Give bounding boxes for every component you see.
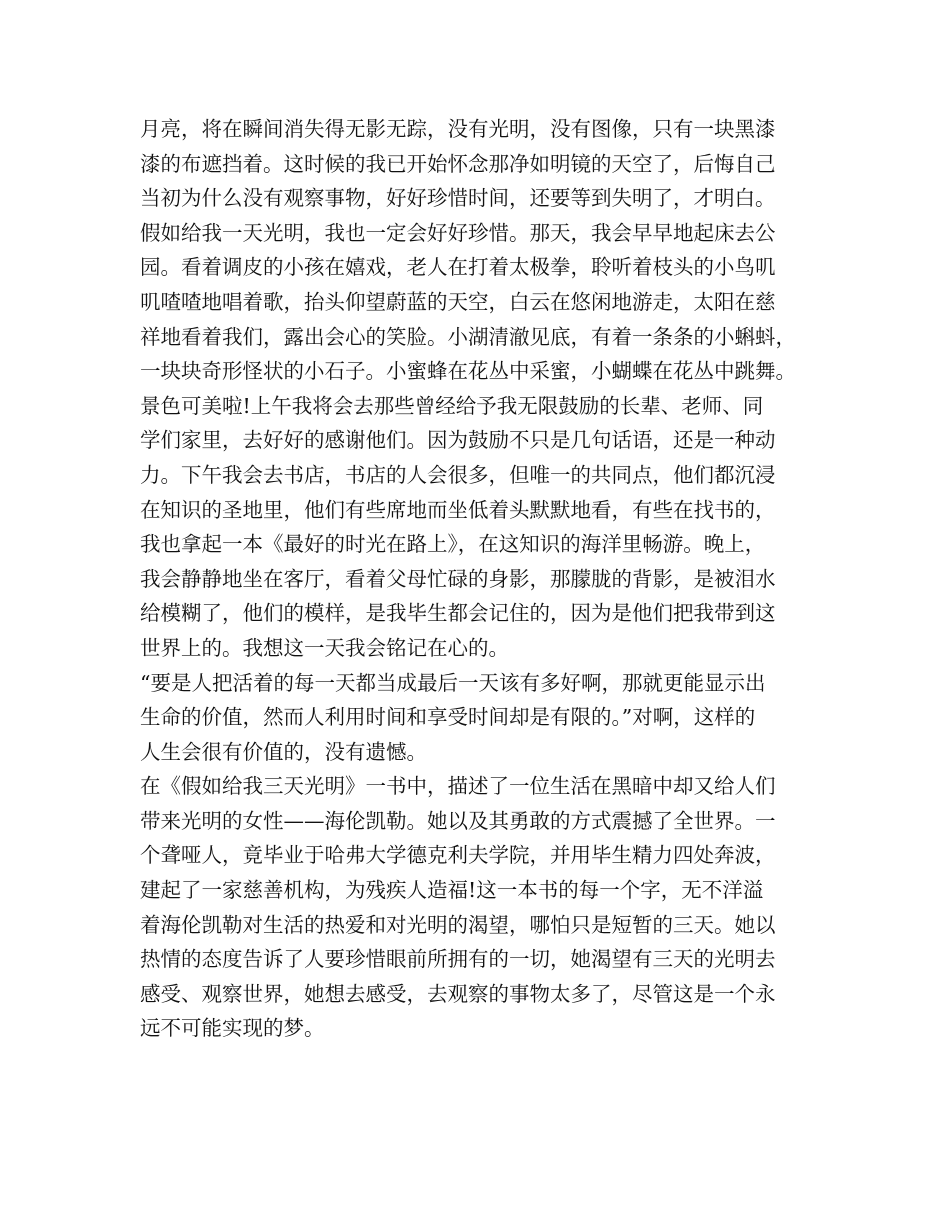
text-line: 我也拿起一本《最好的时光在路上》，在这知识的海洋里畅游。晚上， xyxy=(140,532,766,557)
text-line: 祥地看着我们，露出会心的笑脸。小湖清澈见底，有着一条条的小蝌蚪， xyxy=(140,324,796,349)
text-line: 力。下午我会去书店，书店的人会很多，但唯一的共同点，他们都沉浸 xyxy=(140,462,776,487)
text-line: 在知识的圣地里，他们有些席地而坐低着头默默地看，有些在找书的， xyxy=(140,497,776,522)
text-line: 热情的态度告诉了人要珍惜眼前所拥有的一切，她渴望有三天的光明去 xyxy=(140,947,776,972)
text-line: 漆的布遮挡着。这时候的我已开始怀念那净如明镜的天空了，后悔自己 xyxy=(140,151,776,176)
text-line: 在《假如给我三天光明》一书中，描述了一位生活在黑暗中却又给人们 xyxy=(140,774,776,799)
text-line: 人生会很有价值的，没有遗憾。 xyxy=(140,739,427,764)
text-line: “要是人把活着的每一天都当成最后一天该有多好啊，那就更能显示出 xyxy=(140,670,766,695)
text-line: 学们家里，去好好的感谢他们。因为鼓励不只是几句话语，还是一种动 xyxy=(140,428,776,453)
text-line: 当初为什么没有观察事物，好好珍惜时间，还要等到失明了，才明白。 xyxy=(140,186,776,211)
text-line: 建起了一家慈善机构，为残疾人造福!这一本书的每一个字，无不洋溢 xyxy=(140,878,764,903)
text-line: 叽喳喳地唱着歌，抬头仰望蔚蓝的天空，白云在悠闲地游走，太阳在慈 xyxy=(140,289,776,314)
text-line: 一块块奇形怪状的小石子。小蜜蜂在花丛中采蜜，小蝴蝶在花丛中跳舞。 xyxy=(140,359,796,384)
text-line: 月亮，将在瞬间消失得无影无踪，没有光明，没有图像，只有一块黑漆 xyxy=(140,117,776,141)
text-line: 我会静静地坐在客厅，看着父母忙碌的身影，那朦胧的背影，是被泪水 xyxy=(140,566,776,591)
text-line: 给模糊了，他们的模样，是我毕生都会记住的，因为是他们把我带到这 xyxy=(140,601,776,626)
text-line: 生命的价值，然而人利用时间和享受时间却是有限的。”对啊，这样的 xyxy=(140,705,756,730)
document-body xyxy=(140,112,830,1046)
text-line: 假如给我一天光明，我也一定会好好珍惜。那天，我会早早地起床去公 xyxy=(140,220,776,245)
text-line: 着海伦凯勒对生活的热爱和对光明的渴望，哪怕只是短暂的三天。她以 xyxy=(140,912,776,937)
text-line: 园。看着调皮的小孩在嬉戏，老人在打着太极拳，聆听着枝头的小鸟叽 xyxy=(140,255,776,280)
text-line: 景色可美啦!上午我将会去那些曾经给予我无限鼓励的长辈、老师、同 xyxy=(140,393,764,418)
text-line: 远不可能实现的梦。 xyxy=(140,1016,325,1041)
text-line: 带来光明的女性——海伦凯勒。她以及其勇敢的方式震撼了全世界。一 xyxy=(140,808,776,833)
text-line: 世界上的。我想这一天我会铭记在心的。 xyxy=(140,635,509,660)
text-line: 个聋哑人，竟毕业于哈弗大学德克利夫学院，并用毕生精力四处奔波， xyxy=(140,843,776,868)
text-line: 感受、观察世界，她想去感受，去观察的事物太多了，尽管这是一个永 xyxy=(140,981,776,1006)
